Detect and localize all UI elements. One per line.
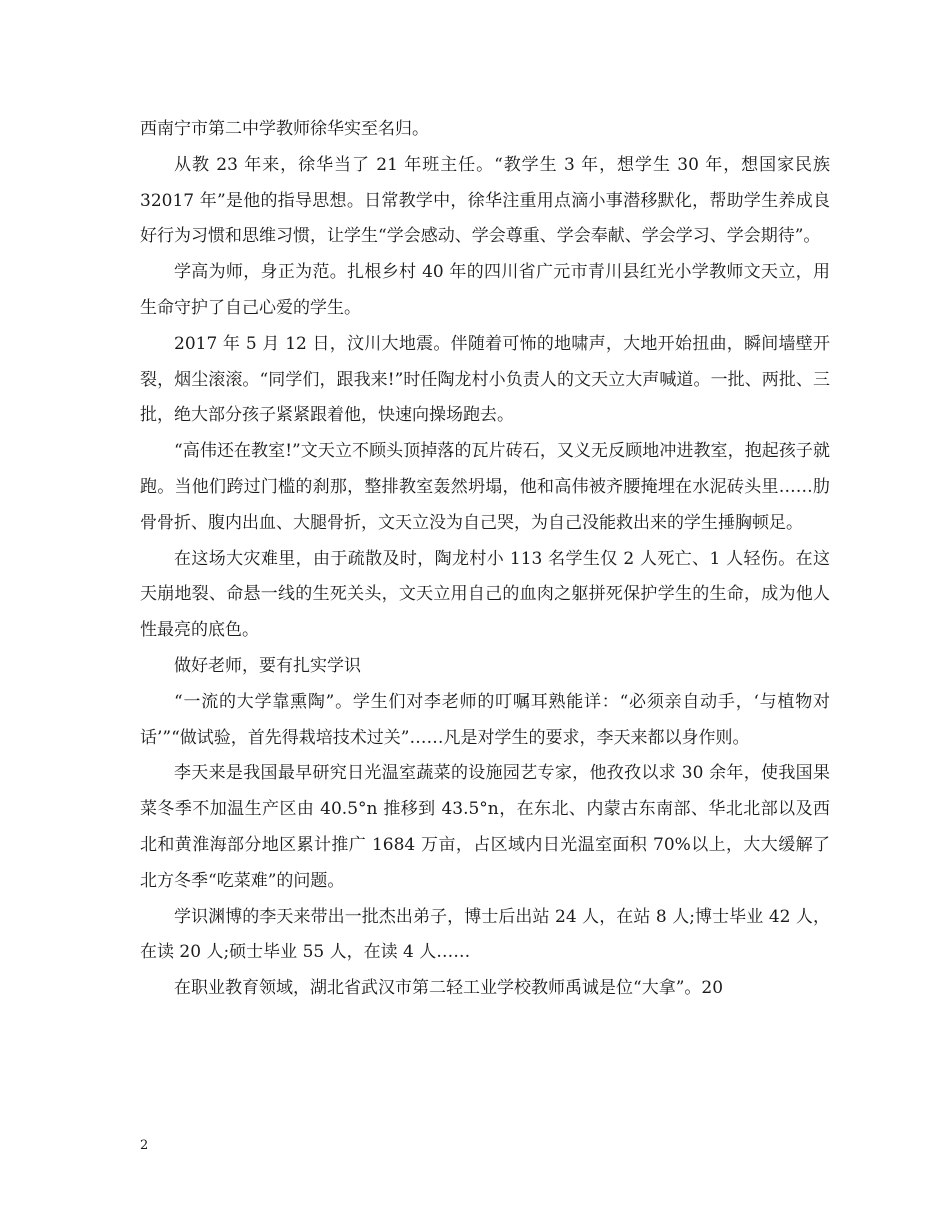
paragraph-8: 李天来是我国最早研究日光温室蔬菜的设施园艺专家，他孜孜以求 30 余年，使我国果菜冬季不加温生产区由 40.5°n 推移到 43.5°n，在东北、内蒙古东南部、华北北部以及西北和黄淮海部分地区累计推广 1684 万亩，占区域内日光温室面积 70%以上，大大缓解了北方冬季“吃菜难”的问题。 <box>140 763 830 891</box>
paragraph-3: 学高为师，身正为范。扎根乡村 40 年的四川省广元市青川县红光小学教师文天立，用生命守护了自己心爱的学生。 <box>140 262 830 318</box>
paragraph-10: 在职业教育领域，湖北省武汉市第二轻工业学校教师禹诚是位“大拿”。20 <box>174 978 724 999</box>
body-text <box>140 112 830 1007</box>
paragraph-9: 学识渊博的李天来带出一批杰出弟子，博士后出站 24 人，在站 8 人;博士毕业 42 人，在读 20 人;硕士毕业 55 人，在读 4 人…… <box>140 906 830 963</box>
paragraph-4: 2017 年 5 月 12 日，汶川大地震。伴随着可怖的地啸声，大地开始扭曲，瞬间墙壁开裂，烟尘滚滚。“同学们，跟我来!”时任陶龙村小负责人的文天立大声喊道。一批、两批、三批，绝大部分孩子紧紧跟着他，快速向操场跑去。 <box>140 333 830 426</box>
paragraph-7: “一流的大学靠熏陶”。学生们对李老师的叮嘱耳熟能详：“必须亲自动手，‘与植物对话’”“做试验，首先得栽培技术过关”……凡是对学生的要求，李天来都以身作则。 <box>140 691 830 748</box>
paragraph-6: 在这场大灾难里，由于疏散及时，陶龙村小 113 名学生仅 2 人死亡、1 人轻伤。在这天崩地裂、命悬一线的生死关头，文天立用自己的血肉之躯拼死保护学生的生命，成为他人性最亮的底色。 <box>140 548 830 641</box>
paragraph-5: “高伟还在教室!”文天立不顾头顶掉落的瓦片砖石，又义无反顾地冲进教室，抱起孩子就跑。当他们跨过门槛的刹那，整排教室轰然坍塌，他和高伟被齐腰掩埋在水泥砖头里……肋骨骨折、腹内出血、大腿骨折，文天立没为自己哭，为自己没能救出来的学生捶胸顿足。 <box>140 441 830 533</box>
page-number: 2 <box>140 1138 149 1153</box>
paragraph-1: 西南宁市第二中学教师徐华实至名归。 <box>140 119 429 139</box>
section-heading: 做好老师，要有扎实学识 <box>174 655 361 676</box>
paragraph-2: 从教 23 年来，徐华当了 21 年班主任。“教学生 3 年，想学生 30 年，想国家民族 32017 年”是他的指导思想。日常教学中，徐华注重用点滴小事潜移默化，帮助学生养成良好行为习惯和思维习惯，让学生“学会感动、学会尊重、学会奉献、学会学习、学会期待”。 <box>140 154 830 247</box>
